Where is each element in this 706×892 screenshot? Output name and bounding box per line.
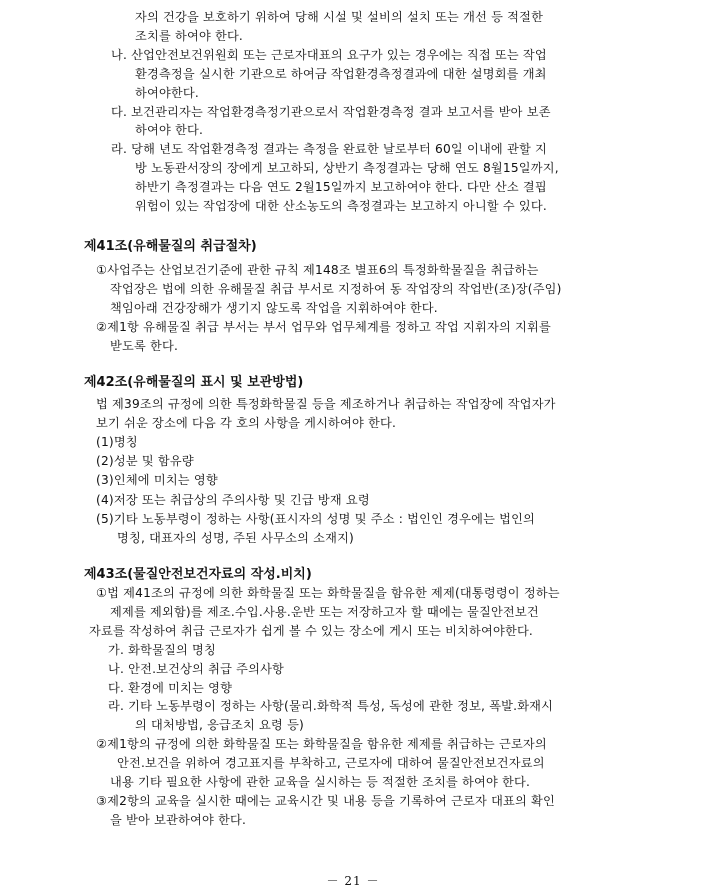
text-line: 위험이 있는 작업장에 대한 산소농도의 측정결과는 보고하지 아니할 수 있다. (135, 199, 547, 213)
text-line: 하여야한다. (135, 85, 199, 100)
text-line: 다. 환경에 미치는 영향 (108, 680, 233, 695)
text-line: 조치를 하여야 한다. (135, 28, 244, 43)
text-line: 받도록 한다. (110, 338, 179, 353)
text-line: 다. 보건관리자는 작업환경측정기관으로서 작업환경측정 결과 보고서를 받아 보존 (111, 104, 551, 119)
text-line: 라. 기타 노동부령이 정하는 사항(물리.화학적 특성, 독성에 관한 정보, 폭발.화재시 (108, 699, 554, 714)
text-line: 보기 쉬운 장소에 다음 각 호의 사항을 게시하여야 한다. (96, 416, 397, 431)
text-line: 내용 기타 필요한 사항에 관한 교육을 실시하는 등 적절한 조치를 하여야 한다. (110, 775, 531, 789)
text-line: 환경측정을 실시한 기관으로 하여금 작업환경측정결과에 대한 설명회를 개최 (135, 66, 547, 81)
text-line: ②제1항의 규정에 의한 화학물질 또는 화학물질을 함유한 제제를 취급하는 근로자의 (96, 737, 547, 752)
text-line: 하여야 한다. (135, 123, 204, 138)
text-line: 가. 화학물질의 명칭 (108, 642, 217, 657)
text-line: (4)저장 또는 취급상의 주의사항 및 긴급 방재 요령 (96, 492, 370, 507)
text-line: (3)인체에 미치는 영향 (96, 473, 218, 488)
text-line: 방 노동관서장의 장에게 보고하되, 상반기 측정결과는 당해 연도 8월15일까지, (135, 161, 559, 176)
text-line: (2)성분 및 함유량 (96, 454, 194, 469)
text-line: (5)기타 노동부령이 정하는 사항(표시자의 성명 및 주소 : 법인인 경우에는 법인의 (96, 511, 536, 526)
text-line: 법 제39조의 규정에 의한 특정화학물질 등을 제조하거나 취급하는 작업장에 작업자가 (96, 397, 556, 411)
text-line: 명칭, 대표자의 성명, 주된 사무소의 소재지) (117, 530, 355, 545)
text-line: 의 대처방법, 응급조치 요령 등) (135, 718, 305, 733)
text-line: 라. 당해 년도 작업환경측정 결과는 측정을 완료한 날로부터 60일 이내에 관할 지 (111, 142, 547, 157)
text-line: ①사업주는 산업보건기준에 관한 규칙 제148조 별표6의 특정화학물질을 취급하는 (96, 263, 539, 277)
text-line: ①법 제41조의 규정에 의한 화학물질 또는 화학물질을 함유한 제제(대통령령이 정하는 (96, 586, 560, 600)
text-line: 안전.보건을 위하여 경고표지를 부착하고, 근로자에 대하여 물질안전보건자료의 (117, 756, 545, 771)
text-line: 자의 건강을 보호하기 위하여 당해 시설 및 설비의 설치 또는 개선 등 적절한 (135, 10, 544, 24)
text-line: 하반기 측정결과는 다음 연도 2월15일까지 보고하여야 한다. 다만 산소 결핍 (135, 180, 547, 195)
text-line: ③제2항의 교육을 실시한 때에는 교육시간 및 내용 등을 기록하여 근로자 대표의 확인 (96, 793, 556, 808)
article-42-heading: 제42조(유해물질의 표시 및 보관방법) (84, 375, 304, 390)
text-line: 나. 안전.보건상의 취급 주의사항 (108, 661, 285, 676)
text-line: (1)명칭 (96, 435, 138, 450)
text-line: 제제를 제외함)를 제조.수입.사용.운반 또는 저장하고자 할 때에는 물질안전보건 (110, 604, 539, 619)
page-number: － 21 － (326, 874, 380, 888)
text-line: 자료를 작성하여 취급 근로자가 쉽게 볼 수 있는 장소에 게시 또는 비치하여야한다. (89, 623, 534, 638)
article-43-heading: 제43조(물질안전보건자료의 작성.비치) (84, 567, 312, 582)
text-line: 책임아래 건강장해가 생기지 않도록 작업을 지휘하여야 한다. (110, 300, 438, 315)
article-41-heading: 제41조(유해물질의 취급절차) (84, 239, 257, 254)
text-line: 작업장은 법에 의한 유해물질 취급 부서로 지정하여 동 작업장의 작업반(조)장(주임) (110, 281, 562, 296)
text-line: ②제1항 유해물질 취급 부서는 부서 업무와 업무체계를 정하고 작업 지휘자의 지휘를 (96, 319, 551, 334)
text-line: 을 받아 보관하여야 한다. (110, 812, 247, 827)
text-line: 나. 산업안전보건위원회 또는 근로자대표의 요구가 있는 경우에는 직접 또는 작업 (111, 47, 547, 62)
